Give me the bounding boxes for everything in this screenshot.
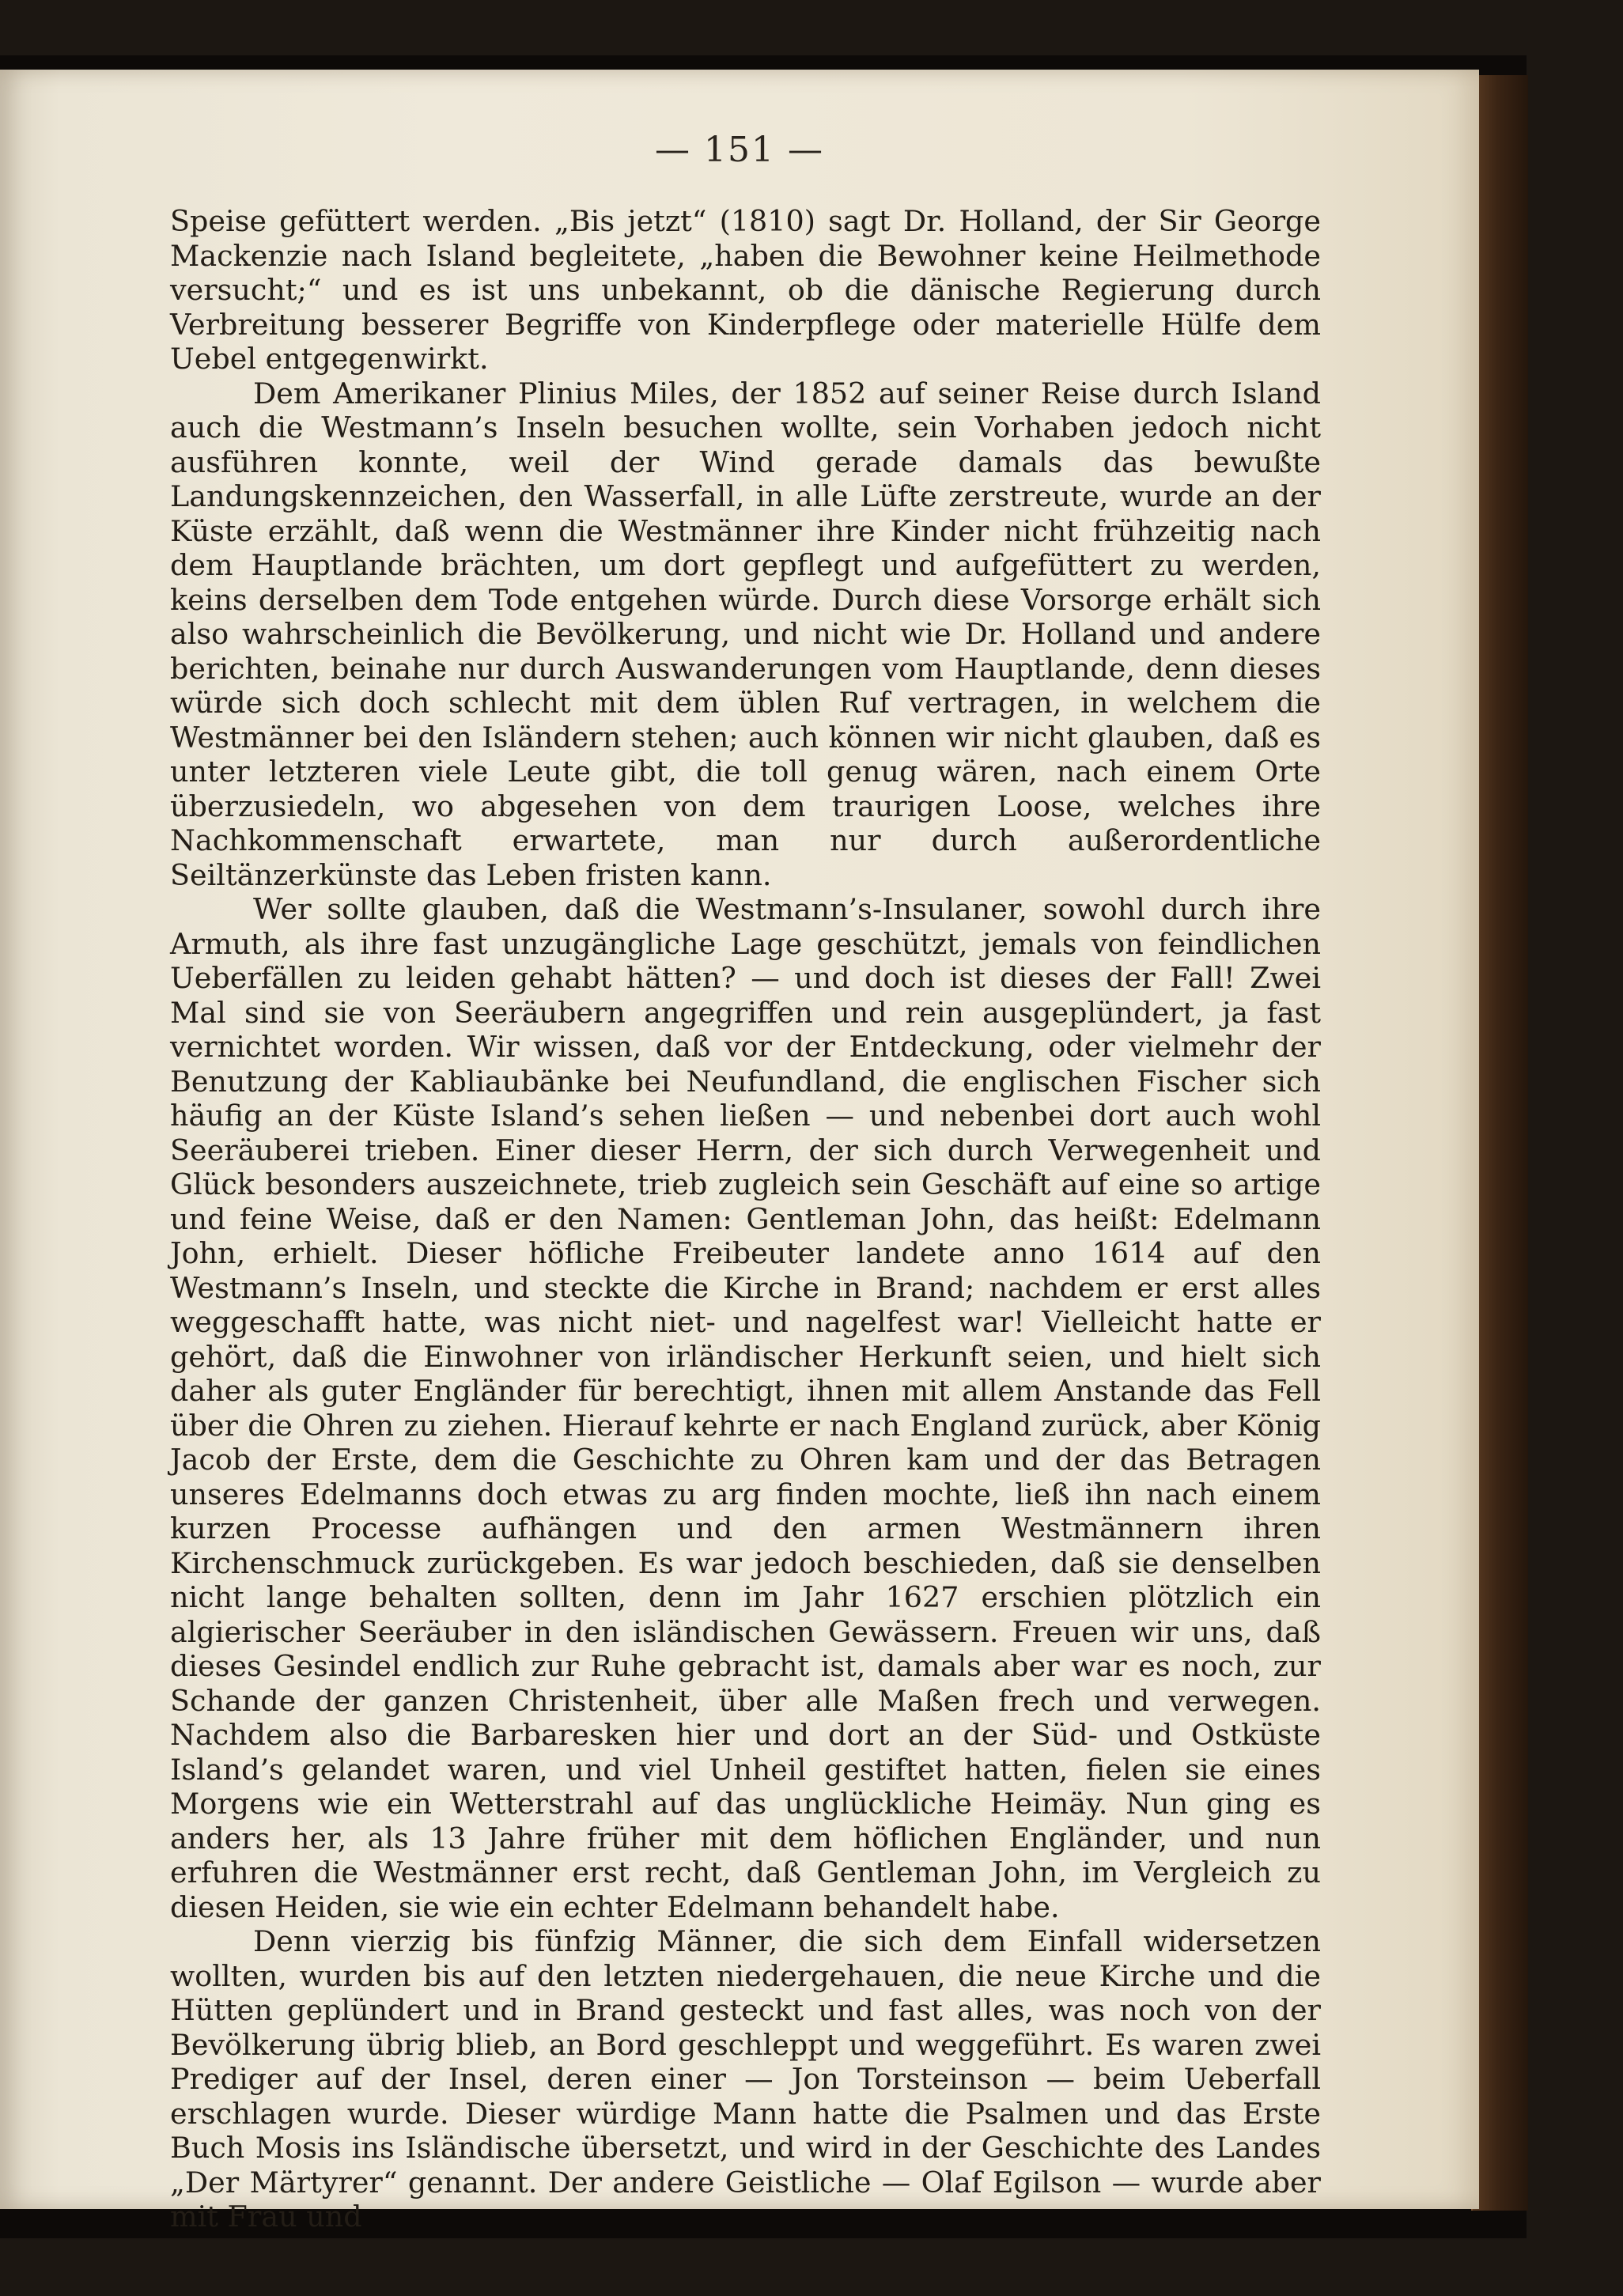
paragraph-3: Wer sollte glauben, daß die Westmann’s-Insulaner, sowohl durch ihre Armuth, als ihre fast unzugängliche Lage geschützt, jemals von feindlichen Ueberfällen zu leiden gehabt hätten? — und doch ist dieses der Fall! Zwei Mal sind sie von Seeräubern angegriffen und rein ausgeplündert, ja fast vernichtet worden. Wir wissen, daß vor der Entdeckung, oder vielmehr der Benutzung der Kabliaubänke bei Neufundland, die englischen Fischer sich häufig an der Küste Island’s sehen ließen — und nebenbei dort auch wohl Seeräuberei trieben. Einer dieser Herrn, der sich durch Verwegenheit und Glück besonders auszeichnete, trieb zugleich sein Geschäft auf eine so artige und feine Weise, daß er den Namen: Gentleman John, das heißt: Edelmann John, erhielt. Dieser höfliche Freibeuter landete anno 1614 auf den Westmann’s Inseln, und steckte die Kirche in Brand; nachdem er erst alles weggeschafft hatte, was nicht niet- und nagelfest war! Vielleicht hatte er gehört, daß die Einwohner von irländischer Herkunft seien, und hielt sich daher als guter Engländer für berechtigt, ihnen mit allem Anstande das Fell über die Ohren zu ziehen. Hierauf kehrte er nach England zurück, aber König Jacob der Erste, dem die Geschichte zu Ohren kam und der das Betragen unseres Edelmanns doch etwas zu arg finden mochte, ließ ihn nach einem kurzen Processe aufhängen und den armen Westmännern ihren Kirchenschmuck zurückgeben. Es war jedoch beschieden, daß sie denselben nicht lange behalten sollten, denn im Jahr 1627 erschien plötzlich ein algierischer Seeräuber in den isländischen Gewässern. Freuen wir uns, daß dieses Gesindel endlich zur Ruhe gebracht ist, damals aber war es noch, zur Schande der ganzen Christenheit, über alle Maßen frech und verwegen. Nachdem also die Barbaresken hier und dort an der Süd- und Ostküste Island’s gelandet waren, und viel Unheil gestiftet hatten, fielen sie eines Morgens wie ein Wetterstrahl auf das unglückliche Heimäy. Nun ging es anders her, als 13 Jahre früher mit dem höflichen Engländer, und nun erfuhren die Westmänner erst recht, daß Gentleman John, im Vergleich zu diesen Heiden, sie wie ein echter Edelmann behandelt habe. <box>170 892 1321 1924</box>
book-spine <box>1471 75 1528 2211</box>
paragraph-4: Denn vierzig bis fünfzig Männer, die sich dem Einfall widersetzen wollten, wurden bis auf den letzten niedergehauen, die neue Kirche und die Hütten geplündert und in Brand gesteckt und fast alles, was noch von der Bevölkerung übrig blieb, an Bord geschleppt und weggeführt. Es waren zwei Prediger auf der Insel, deren einer — Jon Torsteinson — beim Ueberfall erschlagen wurde. Dieser würdige Mann hatte die Psalmen und das Erste Buch Mosis ins Isländische übersetzt, und wird in der Geschichte des Landes „Der Märtyrer“ genannt. Der andere Geistliche — Olaf Egilson — wurde aber mit Frau und <box>170 1924 1321 2234</box>
paragraph-1: Speise gefüttert werden. „Bis jetzt“ (1810) sagt Dr. Holland, der Sir George Mackenzie nach Island begleitete, „haben die Bewohner keine Heilmethode versucht;“ und es ist uns unbekannt, ob die dänische Regierung durch Verbreitung besserer Begriffe von Kinderpflege oder materielle Hülfe dem Uebel entgegenwirkt. <box>170 204 1321 376</box>
page-text <box>170 204 1321 2234</box>
page-number: — 151 — <box>655 130 824 170</box>
paragraph-2: Dem Amerikaner Plinius Miles, der 1852 auf seiner Reise durch Island auch die Westmann’s Inseln besuchen wollte, sein Vorhaben jedoch nicht ausführen konnte, weil der Wind gerade damals das bewußte Landungskennzeichen, den Wasserfall, in alle Lüfte zerstreute, wurde an der Küste erzählt, daß wenn die Westmänner ihre Kinder nicht frühzeitig nach dem Hauptlande brächten, um dort gepflegt und aufgefüttert zu werden, keins derselben dem Tode entgehen würde. Durch diese Vorsorge erhält sich also wahrscheinlich die Bevölkerung, und nicht wie Dr. Holland und andere berichten, beinahe nur durch Auswanderungen vom Hauptlande, denn dieses würde sich doch schlecht mit dem üblen Ruf vertragen, in welchem die Westmänner bei den Isländern stehen; auch können wir nicht glauben, daß es unter letzteren viele Leute gibt, die toll genug wären, nach einem Orte überzusiedeln, wo abgesehen von dem traurigen Loose, welches ihre Nachkommenschaft erwartete, man nur durch außerordentliche Seiltänzerkünste das Leben fristen kann. <box>170 376 1321 892</box>
book-page <box>0 70 1479 2234</box>
